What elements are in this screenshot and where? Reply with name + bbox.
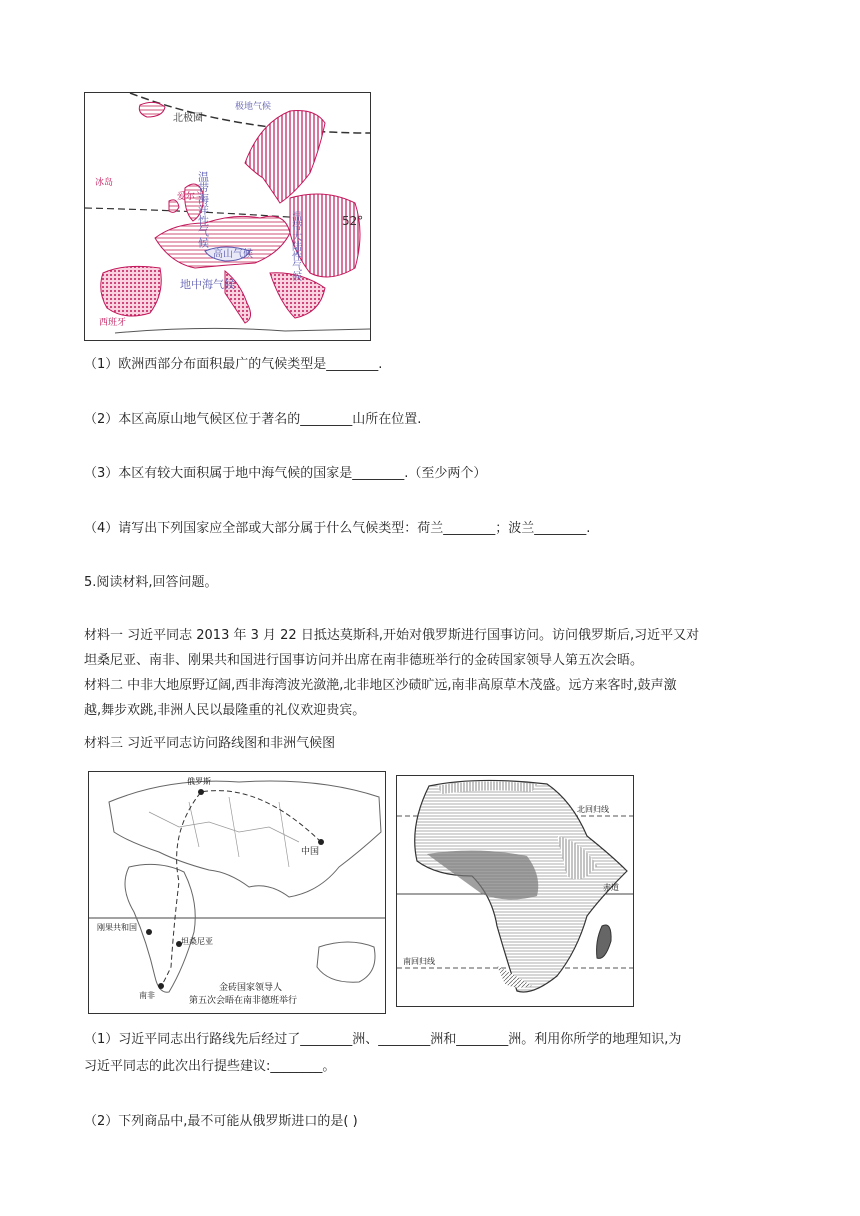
q5-question-1-line-2: 习近平同志的此次出行提些建议:________。 — [84, 1059, 336, 1074]
eastern-europe-shape — [290, 194, 360, 277]
iberia-shape — [101, 266, 162, 316]
africa-climate-map — [396, 775, 634, 1007]
europe-label-latitude: 52° — [342, 214, 364, 228]
route-label-congo: 刚果共和国 — [97, 923, 137, 932]
eurasia-shape — [109, 781, 381, 897]
arctic-circle-line — [130, 93, 370, 133]
europe-label-polar-climate: 极地气候 — [235, 102, 272, 112]
material-2-line-1: 材料二 中非大地原野辽阔,西非海湾波光潋滟,北非地区沙碛旷远,南非高原草木茂盛。远方来客时,鼓声激 — [84, 678, 677, 693]
africa-label-tropic-n: 北回归线 — [577, 805, 609, 814]
europe-label-polar-circle: 北极圈 — [173, 113, 203, 124]
europe-label-ireland: 爱尔兰 — [177, 192, 205, 202]
q4-item-4: （4）请写出下列国家应全部或大部分属于什么气候类型：荷兰________；波兰________. — [84, 521, 591, 536]
q4-item-3: （3）本区有较大面积属于地中海气候的国家是________.（至少两个） — [84, 466, 487, 481]
material-1-line-2: 坦桑尼亚、南非、刚果共和国进行国事访问并出席在南非德班举行的金砖国家领导人第五次会晤。 — [84, 653, 644, 668]
europe-climate-map — [84, 92, 371, 341]
route-label-tanzania: 坦桑尼亚 — [181, 937, 213, 946]
q4-item-2: （2）本区高原山地气候区位于著名的________山所在位置. — [84, 412, 422, 427]
material-2-line-2: 越,舞步欢跳,非洲人民以最隆重的礼仪欢迎贵宾。 — [84, 703, 366, 718]
africa-label-tropic-s: 南回归线 — [403, 957, 435, 966]
africa-equatorial — [427, 850, 538, 899]
route-line — [159, 791, 321, 990]
route-label-south-africa: 南非 — [139, 991, 155, 1000]
q4-item-1: （1）欧洲西部分布面积最广的气候类型是________. — [84, 357, 383, 372]
europe-label-mediterranean: 地中海气候 — [180, 278, 235, 291]
route-label-summit-1: 金砖国家领导人 — [219, 983, 283, 993]
route-label-summit-2: 第五次会晤在南非德班举行 — [189, 996, 298, 1006]
q5-title: 5.阅读材料,回答问题。 — [84, 575, 218, 590]
q5-question-2: （2）下列商品中,最不可能从俄罗斯进口的是( ) — [84, 1114, 358, 1129]
madagascar-shape — [597, 925, 612, 958]
africa-label-equator: 赤道 — [603, 883, 619, 892]
europe-label-iceland: 冰岛 — [95, 178, 114, 188]
europe-label-spain: 西班牙 — [99, 318, 127, 328]
material-1-line-1: 材料一 习近平同志 2013 年 3 月 22 日抵达莫斯科,开始对俄罗斯进行国事访问。访问俄罗斯后,习近平又对 — [84, 628, 700, 643]
scandinavia-shape — [245, 111, 325, 204]
europe-label-highland: 高山气候 — [213, 249, 253, 260]
world-route-map — [88, 771, 386, 1014]
q5-question-1-line-1: （1）习近平同志出行路线先后经过了________洲、________洲和________洲。利用你所学的地理知识,为 — [84, 1032, 682, 1047]
europe-label-maritime: 温带海洋性气候 — [196, 171, 210, 248]
route-label-china: 中国 — [301, 847, 320, 857]
route-label-russia: 俄罗斯 — [187, 777, 211, 786]
europe-label-continental: 温带大陆性气候 — [289, 211, 301, 281]
material-3-line: 材料三 习近平同志访问路线图和非洲气候图 — [84, 736, 336, 751]
